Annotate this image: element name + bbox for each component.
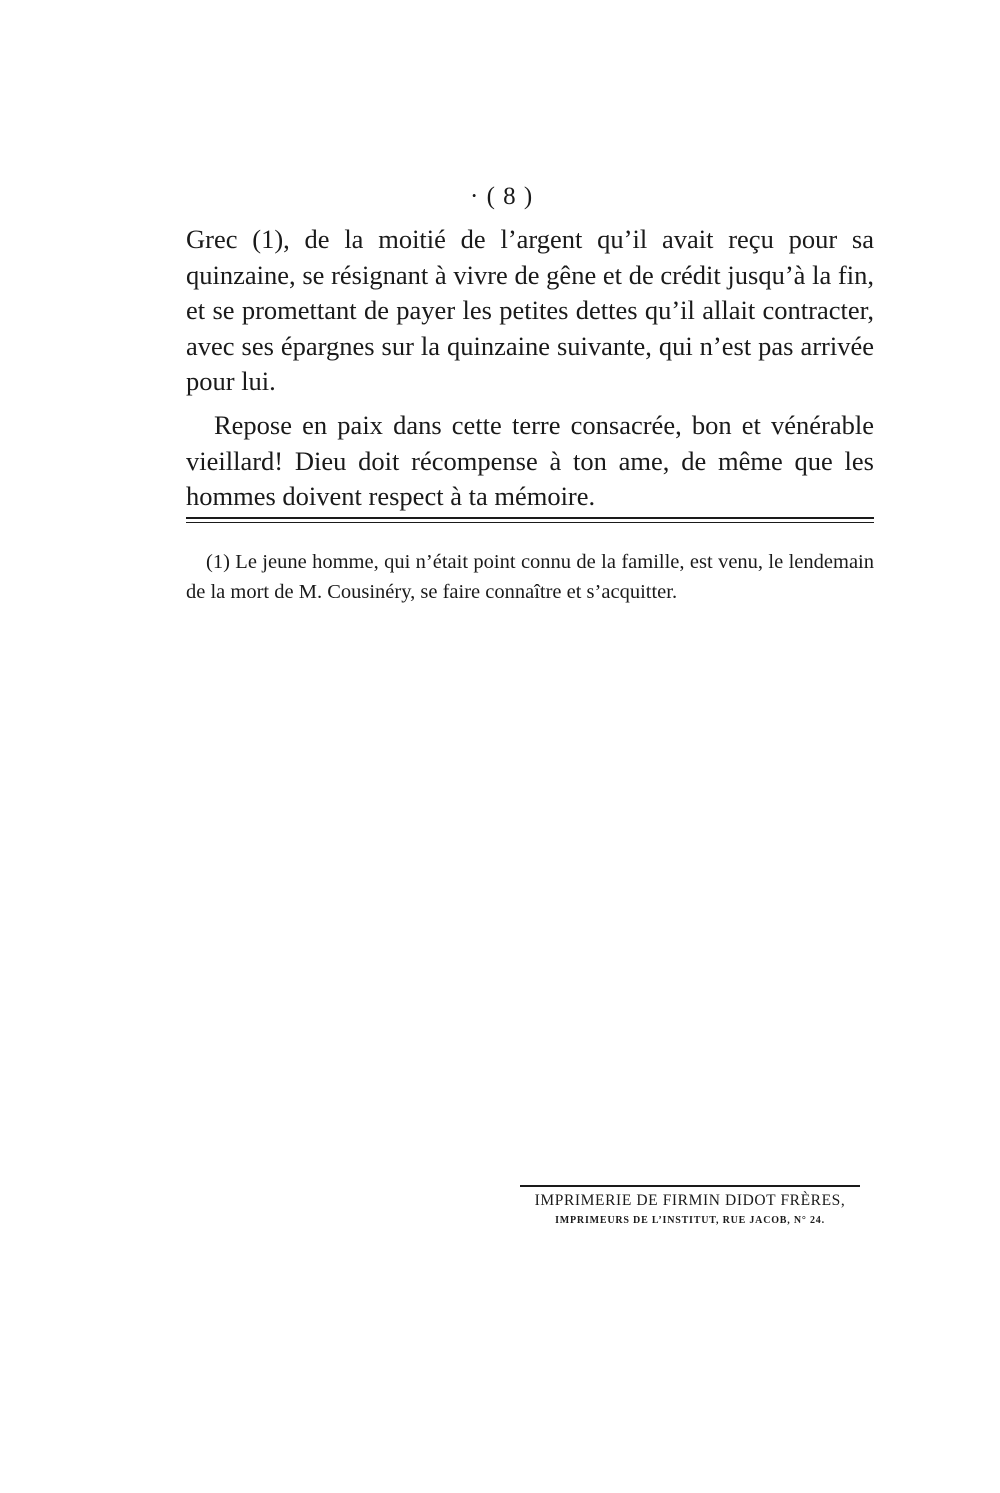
footnote-divider bbox=[186, 517, 874, 519]
imprint-printer-address: IMPRIMEURS DE L’INSTITUT, RUE JACOB, N° 24. bbox=[555, 1215, 825, 1226]
printer-imprint bbox=[520, 1185, 860, 1229]
paragraph-2: Repose en paix dans cette terre consacrée, bon et vénérable vieillard! Dieu doit récompense à ton ame, de même que les hommes doivent respect à ta mémoire. bbox=[186, 409, 874, 512]
footnote: (1) Le jeune homme, qui n’était point connu de la famille, est venu, le lendemain de la mort de M. Cousinéry, se faire connaître et s’acquitter. bbox=[186, 551, 874, 603]
main-text bbox=[186, 222, 874, 515]
paragraph-1: Grec (1), de la moitié de l’argent qu’il avait reçu pour sa quinzaine, se résignant à vivre de gêne et de crédit jusqu’à la fin, et se promettant de payer les petites dettes qu’il allait contracter, avec ses épargnes sur la quinzaine suivante, qui n’est pas arrivée pour lui. bbox=[186, 224, 874, 397]
imprint-rule bbox=[520, 1185, 860, 1187]
imprint-printer-name: IMPRIMERIE DE FIRMIN DIDOT FRÈRES, bbox=[534, 1192, 846, 1209]
page-number: · ( 8 ) bbox=[470, 183, 534, 210]
footnote-divider-thin bbox=[186, 522, 874, 523]
